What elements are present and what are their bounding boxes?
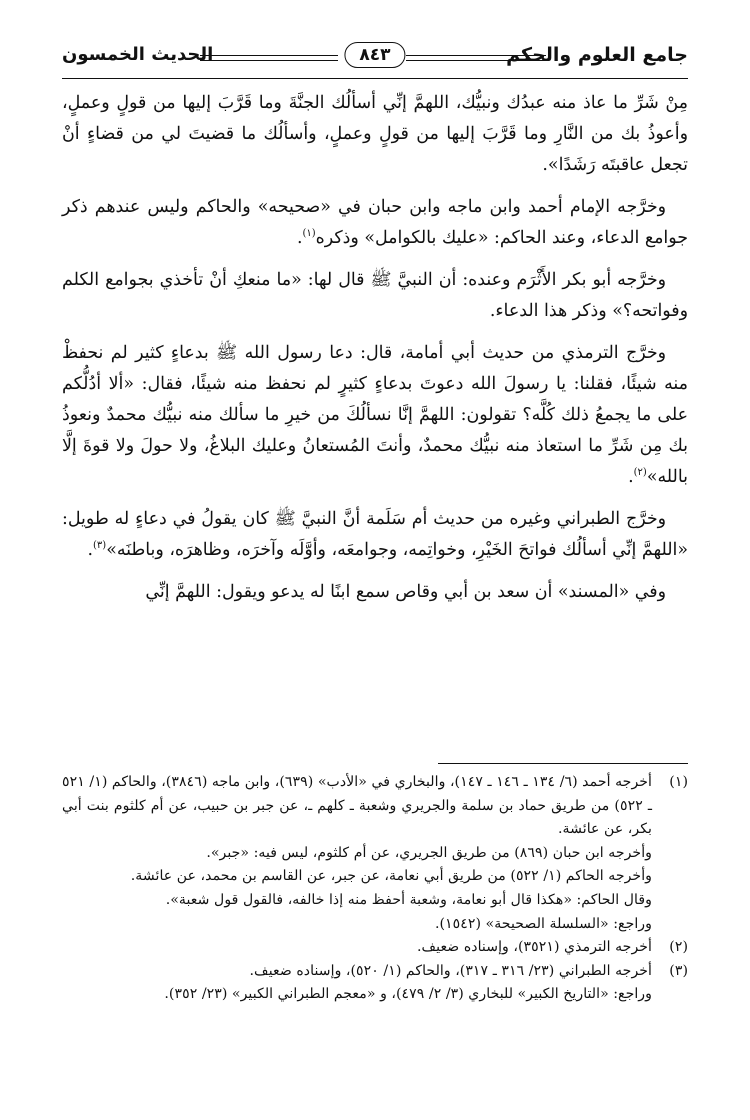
- paragraph-2: [62, 192, 688, 254]
- footnote-1-line-5: وراجع: «السلسلة الصحيحة» (١٥٤٢).: [434, 915, 652, 932]
- footnote-3-number: (٣): [669, 962, 688, 979]
- footnote-ref-3[interactable]: (٣): [93, 540, 107, 552]
- paragraph-2-text: وخرَّجه الإمام أحمد وابن ماجه وابن حبان في «صحيحه» والحاكم وليس عندهم ذكر جوامع الدعاء، وعند الحاكم: «عليك بالكوامل» وذكره: [62, 197, 688, 248]
- paragraph-5-text: وخرَّج الطبراني وغيره من حديث أم سَلَمة أنَّ النبيَّ ﷺ كان يقولُ في دعاءٍ له طويل: «اللهمَّ إنِّي أسألُك فواتحَ الخَيْرِ، وخواتِمه، وجوامعَه، وأوَّلَه وآخرَه، وظاهرَه، وباطنَه»: [62, 509, 688, 560]
- paragraph-4-text: وخرَّج الترمذي من حديث أبي أمامة، قال: دعا رسول الله ﷺ بدعاءٍ كثير لم نحفظْ منه شيئًا، فقلنا: يا رسولَ الله دعوتَ بدعاءٍ كثيرٍ لم نحفظ منه شيئًا، فقال: «ألا أدُلُّكم على ما يجمعُ ذلك كُلَّه؟ تقولون: اللهمَّ إنَّا نسألُكَ من خيرِ ما سألك منه نبيُّك محمدٌ ونعوذُ بك مِن شَرِّ ما استعاذ منه نبيُّك محمدٌ، وأنتَ المُستعانُ وعليك البلاغُ، ولا حولَ ولا قوةَ إلَّا بالله»: [62, 343, 688, 487]
- footnotes: [62, 771, 688, 1007]
- paragraph-2-end: .: [296, 228, 303, 248]
- footnote-1: [62, 771, 688, 842]
- footnote-1-number: (١): [669, 774, 688, 790]
- paragraph-1: مِنْ شَرِّ ما عاذ منه عبدُك ونبيُّك، اللهمَّ إنِّي أسألُك الجنَّةَ وما قَرَّبَ إليها من قولٍ وعملٍ، وأعوذُ بك من النَّارِ وما قَرَّبَ إليها من قولٍ وعملٍ، وأسألُك ما قضيتَ لي من قضاءٍ أنْ تجعل عاقبتَه رَشَدًا».: [62, 93, 688, 175]
- footnote-1-text: أخرجه أحمد (٦/ ١٣٤ ـ ١٤٦ ـ ١٤٧)، والبخاري في «الأدب» (٦٣٩)، وابن ماجه (٣٨٤٦)، والحاكم (١/ ٥٢١ ـ ٥٢٢) من طريق حماد بن سلمة والجريري وشعبة ـ كلهم ـ، عن جبر بن حبيب، عن أم كلثوم بنت أبي بكر، عن عائشة.: [62, 774, 652, 838]
- chapter-title: الحديث الخمسون: [62, 44, 214, 65]
- footnote-3-text: أخرجه الطبراني (٢٣/ ٣١٦ ـ ٣١٧)، والحاكم (١/ ٥٢٠)، وإسناده ضعيف.: [249, 962, 652, 979]
- paragraph-3: وخرَّجه أبو بكر الأَثْرَم وعنده: أن النبيَّ ﷺ قال لها: «ما منعكِ أنْ تأخذي بجوامع الكلم وفواتحه؟» وذكر هذا الدعاء.: [62, 270, 688, 321]
- footnote-ref-2[interactable]: (٢): [633, 467, 647, 479]
- footnote-1-line-4: وقال الحاكم: «هكذا قال أبو نعامة، وشعبة أحفظ منه إذا خالفه، فالقول قول شعبة».: [165, 891, 652, 908]
- paragraph-5: [62, 504, 688, 566]
- main-text: [62, 88, 688, 619]
- header-rule-right: [406, 55, 546, 61]
- book-title: جامع العلوم والحكم: [506, 44, 688, 66]
- header-divider: [62, 78, 688, 79]
- paragraph-6: وفي «المسند» أن سعد بن أبي وقاص سمع ابنًا له يدعو ويقول: اللهمَّ إنِّي: [145, 582, 666, 602]
- footnote-ref-1[interactable]: (١): [302, 228, 316, 240]
- footnote-3: [62, 960, 688, 984]
- header-rule-left: [200, 55, 338, 61]
- paragraph-4-end: .: [628, 467, 634, 487]
- footnote-1-line-3: وأخرجه الحاكم (١/ ٥٢٢) من طريق أبي نعامة، عن جبر، عن القاسم بن محمد، عن عائشة.: [130, 868, 652, 885]
- footnote-2-text: أخرجه الترمذي (٣٥٢١)، وإسناده ضعيف.: [416, 939, 652, 956]
- footnote-2-number: (٢): [669, 939, 688, 956]
- footnote-1-line-2: وأخرجه ابن حبان (٨٦٩) من طريق الجريري، عن أم كلثوم، ليس فيه: «جبر».: [206, 844, 652, 861]
- paragraph-4: [62, 338, 688, 493]
- running-header: [62, 42, 688, 78]
- paragraph-5-end: .: [87, 540, 94, 560]
- footnote-2: [62, 936, 688, 960]
- footnote-3-line-2: وراجع: «التاريخ الكبير» للبخاري (٣/ ٢/ ٤٧٩)، و «معجم الطبراني الكبير» (٢٣/ ٣٥٢).: [164, 986, 652, 1003]
- footnote-divider: [438, 763, 688, 764]
- page-number: ٨٤٣: [344, 42, 405, 68]
